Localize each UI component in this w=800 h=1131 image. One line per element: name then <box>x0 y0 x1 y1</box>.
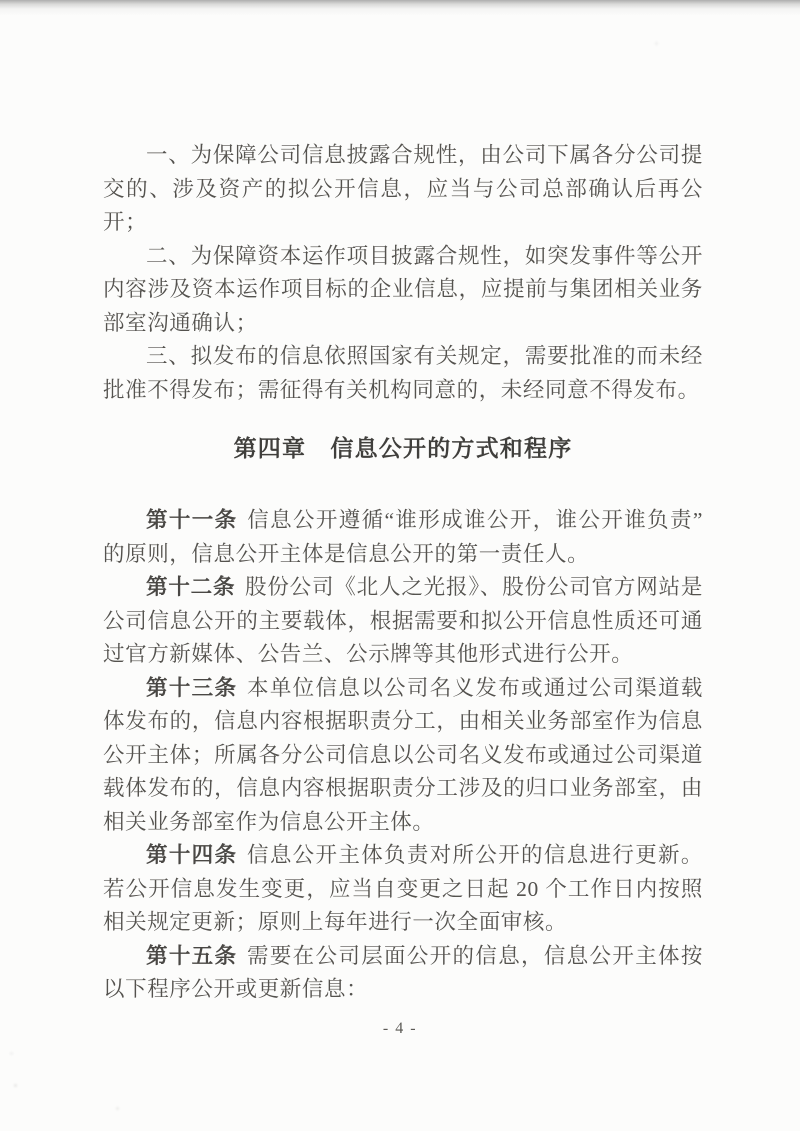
clause-two: 二、为保障资本运作项目披露合规性，如突发事件等公开内容涉及资本运作项目标的企业信息，应提前与集团相关业务部室沟通确认； <box>103 243 703 335</box>
article-15-text: 需要在公司层面公开的信息，信息公开主体按以下程序公开或更新信息： <box>103 943 703 1001</box>
article-11-number: 第十一条 <box>146 508 238 532</box>
article-13 <box>103 672 703 840</box>
article-13-number: 第十三条 <box>146 675 238 700</box>
article-11-text: 信息公开遵循“谁形成谁公开，谁公开谁负责”的原则，信息公开主体是信息公开的第一责任人。 <box>103 508 704 566</box>
article-15-number: 第十五条 <box>146 943 238 968</box>
clause-three: 三、拟发布的信息依照国家有关规定，需要批准的而未经批准不得发布；需征得有关机构同意的，未经同意不得发布。 <box>103 344 703 402</box>
article-11 <box>103 504 703 571</box>
article-14 <box>103 839 703 940</box>
scan-edge-shadow <box>0 0 800 16</box>
scan-speckles <box>0 0 3 3</box>
document-body <box>103 139 703 1007</box>
page-number: - 4 - <box>382 1020 418 1037</box>
article-14-text: 信息公开主体负责对所公开的信息进行更新。若公开信息发生变更，应当自变更之日起 20 个工作日内按照相关规定更新；原则上每年进行一次全面审核。 <box>103 843 703 934</box>
chapter-heading: 第四章 信息公开的方式和程序 <box>233 435 573 461</box>
article-12-number: 第十二条 <box>146 575 236 599</box>
article-12-text: 股份公司《北人之光报》、股份公司官方网站是公司信息公开的主要载体，根据需要和拟公开信息性质还可通过官方新媒体、公告兰、公示牌等其他形式进行公开。 <box>103 575 703 666</box>
article-12 <box>103 571 703 672</box>
clause-one: 一、为保障公司信息披露合规性，由公司下属各分公司提交的、涉及资产的拟公开信息，应当与公司总部确认后再公开； <box>103 143 703 234</box>
article-13-text: 本单位信息以公司名义发布或通过公司渠道载体发布的，信息内容根据职责分工，由相关业务部室作为信息公开主体；所属各分公司信息以公司名义发布或通过公司渠道载体发布的，信息内容根据职责分工涉及的归口业务部室，由相关业务部室作为信息公开主体。 <box>103 675 703 834</box>
article-14-number: 第十四条 <box>146 843 238 867</box>
article-15 <box>103 940 703 1007</box>
